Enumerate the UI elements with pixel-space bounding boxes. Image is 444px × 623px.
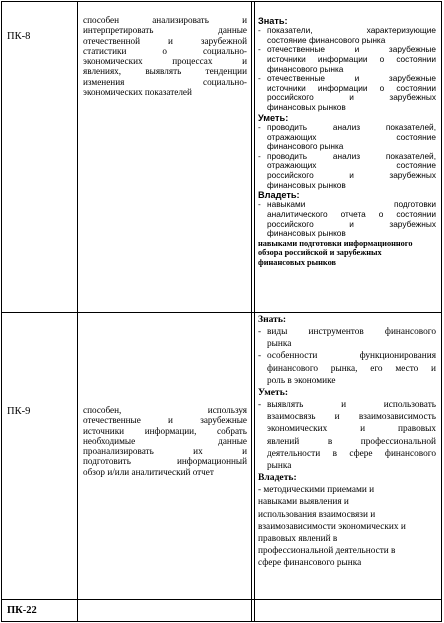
list-item: - проводить анализ показателей, отражающих состояние российского и зарубежных финансовых рынков	[258, 150, 436, 190]
pk9-outcomes	[258, 314, 436, 570]
pk9-know-heading: Знать:	[258, 314, 287, 325]
list-item: - виды инструментов финансового рынка	[258, 327, 436, 350]
list-item: - отечественные и зарубежные источники информации о состоянии российского и зарубежных финансовых рынков	[258, 73, 436, 113]
pk9-code: ПК-9	[7, 406, 31, 417]
pk8-description: способен анализировать и интерпретировать данные отечественной и зарубежной статистики о социально- экономических процессах и явлениях, выявлять тенденции изменения социально- экономических показателей	[83, 15, 247, 98]
pk8-own-list	[258, 200, 436, 238]
list-item: - навыками подготовки аналитического отчета о состоянии российского и зарубежных финансовых рынков	[258, 199, 436, 239]
list-item: - отечественные и зарубежные источники информации о состоянии финансового рынка	[258, 44, 436, 74]
pk9-description: способен, используя отечественные и зарубежные источники информации, собрать необходимые данные проанализировать их и подготовить информационный обзор и/или аналитический отчет	[83, 405, 247, 477]
pk8-own-heading: Владеть:	[258, 190, 300, 201]
competence-table	[1, 1, 442, 622]
pk9-can-list	[258, 399, 436, 472]
list-item: - показатели, характеризующие состояние финансового рынка	[258, 25, 436, 45]
pk8-know-heading: Знать:	[258, 16, 288, 26]
pk22-code: ПК-22	[7, 605, 37, 616]
pk9-can-heading: Уметь:	[258, 387, 289, 399]
list-item: - проводить анализ показателей, отражающих состояние финансового рынка	[258, 121, 436, 152]
pk8-can-list	[258, 123, 436, 190]
list-item: - особенности функционирования финансового рынка, его место и роль в экономике	[258, 351, 436, 386]
pk8-can-heading: Уметь:	[258, 112, 289, 123]
pk8-know-list	[258, 26, 436, 112]
table-border-top	[1, 1, 442, 2]
pk9-own-list: - методическими приемами и навыками выявления и использования взаимосвязи и взаимозависимости экономических и правовых явлений в профессиональной деятельности в сфере финансового рынка	[258, 485, 406, 569]
pk8-own-extra: навыками подготовки информационного обзора российской и зарубежных финансовых рынков	[258, 238, 413, 267]
pk9-know-list	[258, 326, 436, 387]
pk8-outcomes	[258, 16, 436, 268]
row-divider-2	[1, 599, 442, 600]
table-border-bottom	[1, 621, 442, 622]
pk8-code: ПК-8	[7, 31, 31, 42]
row-divider-1	[1, 312, 442, 313]
pk9-own-heading: Владеть:	[258, 472, 297, 484]
list-item: - выявлять и использовать взаимосвязь и взаимозависимость экономических и правовых явлений в профессиональной деятельности в сфере финансового рынка	[258, 400, 436, 472]
